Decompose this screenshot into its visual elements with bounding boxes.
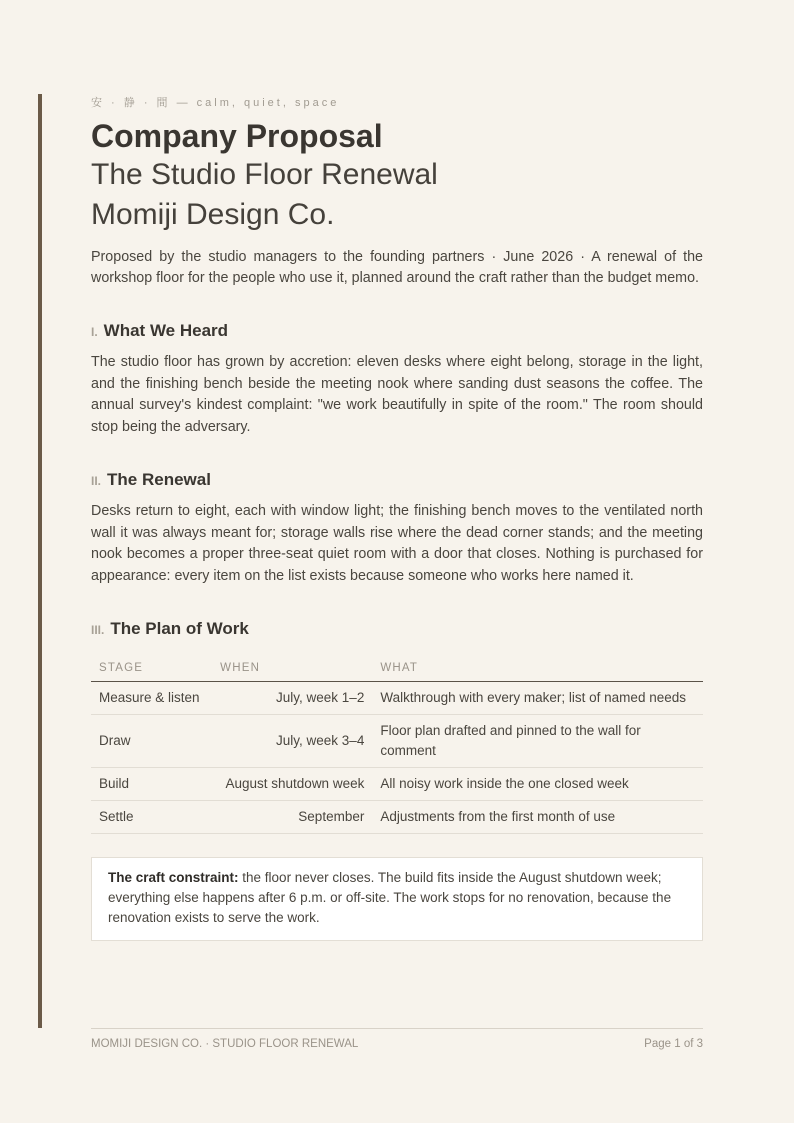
kicker: 安 · 静 · 間 — calm, quiet, space xyxy=(91,97,340,109)
cell-stage: Measure & listen xyxy=(91,682,212,715)
cell-when: August shutdown week xyxy=(212,768,372,801)
section-title: The Renewal xyxy=(107,470,211,489)
accent-rule xyxy=(38,94,42,1028)
plan-table xyxy=(91,656,703,834)
section-number: III. xyxy=(91,623,105,637)
section-number: II. xyxy=(91,474,102,488)
footer-document-name: MOMIJI DESIGN CO. · STUDIO FLOOR RENEWAL xyxy=(91,1038,359,1050)
lede-paragraph: Proposed by the studio managers to the founding partners · June 2026 · A renewal of the workshop floor for the people who use it, planned around the craft rather than the budget memo. xyxy=(91,249,703,286)
footer-page-number: Page 1 of 3 xyxy=(644,1038,703,1050)
section-title: The Plan of Work xyxy=(110,619,249,638)
table-header-row xyxy=(91,656,703,682)
craft-constraint-callout xyxy=(91,857,703,941)
section-heading-plan-of-work xyxy=(91,617,703,642)
table-row xyxy=(91,768,703,801)
table-row xyxy=(91,801,703,834)
cell-stage: Build xyxy=(91,768,212,801)
cell-what: Floor plan drafted and pinned to the wall for comment xyxy=(372,715,703,768)
page-footer xyxy=(91,1028,703,1050)
section-body-renewal: Desks return to eight, each with window light; the finishing bench moves to the ventilated north wall it was always meant for; storage walls rise where the dead corner stands; and the meeting nook becomes a proper three-seat quiet room with a door that closes. Nothing is purchased for appearance: every item on the list exists because someone who works here named it. xyxy=(91,503,703,584)
callout-label: The craft constraint: xyxy=(108,870,239,885)
subtitle-company: Momiji Design Co. xyxy=(91,198,335,231)
section-number: I. xyxy=(91,325,98,339)
cell-when: September xyxy=(212,801,372,834)
cell-stage: Draw xyxy=(91,715,212,768)
cell-stage: Settle xyxy=(91,801,212,834)
section-heading-what-we-heard xyxy=(91,319,703,344)
column-header-when: WHEN xyxy=(212,656,372,682)
section-heading-renewal xyxy=(91,468,703,493)
cell-what: All noisy work inside the one closed week xyxy=(372,768,703,801)
subtitle-project: The Studio Floor Renewal xyxy=(91,158,438,191)
cell-what: Walkthrough with every maker; list of named needs xyxy=(372,682,703,715)
column-header-stage: STAGE xyxy=(91,656,212,682)
page-title: Company Proposal xyxy=(91,118,383,154)
table-row xyxy=(91,715,703,768)
callout-text: the floor never closes. The build fits inside the August shutdown week; everything else happens after 6 p.m. or off-site. The work stops for no renovation, because the renovation exists to serve the work. xyxy=(108,870,672,925)
section-body-what-we-heard: The studio floor has grown by accretion: eleven desks where eight belong, storage in the light, and the finishing bench beside the meeting nook where sanding dust seasons the coffee. The annual survey's kindest complaint: "we work beautifully in spite of the room." The room should stop being the adversary. xyxy=(91,354,703,435)
section-title: What We Heard xyxy=(103,321,229,340)
cell-what: Adjustments from the first month of use xyxy=(372,801,703,834)
cell-when: July, week 1–2 xyxy=(212,682,372,715)
column-header-what: WHAT xyxy=(372,656,703,682)
table-row xyxy=(91,682,703,715)
document-page xyxy=(91,94,703,941)
cell-when: July, week 3–4 xyxy=(212,715,372,768)
